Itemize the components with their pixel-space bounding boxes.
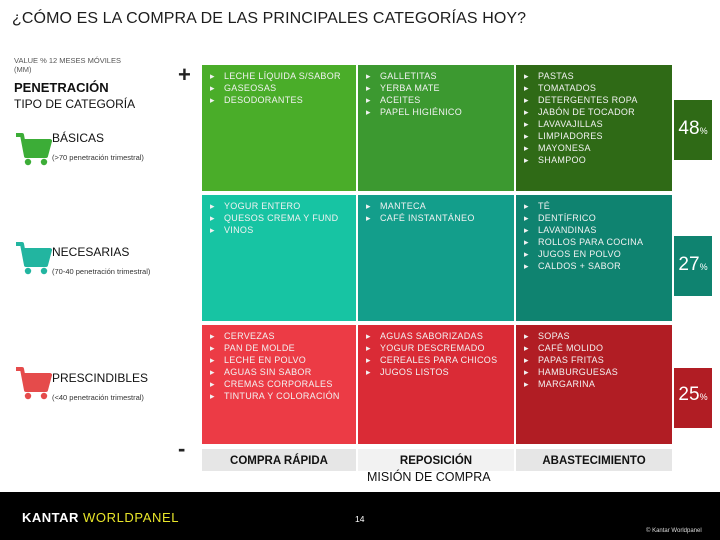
category-item: ▸ VINOS bbox=[210, 224, 350, 236]
grid-cell-prescindibles-abastecimiento bbox=[516, 325, 672, 444]
category-item: ▸ CEREALES PARA CHICOS bbox=[366, 354, 508, 366]
category-name: PRESCINDIBLES bbox=[52, 371, 149, 385]
category-item: ▸ DESODORANTES bbox=[210, 94, 350, 106]
value-note: VALUE % 12 MESES MÓVILES (MM) bbox=[14, 56, 121, 74]
category-item: ▸ ROLLOS PARA COCINA bbox=[524, 236, 666, 248]
plus-sign: + bbox=[178, 62, 191, 87]
category-item: ▸ DETERGENTES ROPA bbox=[524, 94, 666, 106]
category-item: ▸ CREMAS CORPORALES bbox=[210, 378, 350, 390]
category-item: ▸ JABÓN DE TOCADOR bbox=[524, 106, 666, 118]
category-item: ▸ YOGUR DESCREMADO bbox=[366, 342, 508, 354]
grid-cell-basicas-reposicion bbox=[358, 65, 514, 191]
category-item: ▸ PAPAS FRITAS bbox=[524, 354, 666, 366]
penetration-label: PENETRACIÓN bbox=[14, 80, 109, 95]
category-item: ▸ LAVAVAJILLAS bbox=[524, 118, 666, 130]
percent-value: 27 bbox=[678, 254, 700, 275]
category-item: ▸ MAYONESA bbox=[524, 142, 666, 154]
percent-box-basicas bbox=[674, 100, 712, 160]
page-title: ¿CÓMO ES LA COMPRA DE LAS PRINCIPALES CATEGORÍAS HOY? bbox=[12, 10, 527, 27]
category-name: BÁSICAS bbox=[52, 131, 105, 145]
category-item: ▸ DENTÍFRICO bbox=[524, 212, 666, 224]
category-name: NECESARIAS bbox=[52, 245, 130, 259]
category-penetration-range: (>70 penetración trimestral) bbox=[52, 153, 144, 162]
category-item: ▸ TINTURA Y COLORACIÓN bbox=[210, 390, 350, 402]
category-item: ▸ CAFÉ MOLIDO bbox=[524, 342, 666, 354]
percent-box-necesarias bbox=[674, 236, 712, 296]
percent-symbol: % bbox=[699, 392, 708, 402]
percent-box-prescindibles bbox=[674, 368, 712, 428]
category-item: ▸ GALLETITAS bbox=[366, 70, 508, 82]
mission-label-reposicion: REPOSICIÓN bbox=[358, 449, 514, 471]
category-item: ▸ YERBA MATE bbox=[366, 82, 508, 94]
category-penetration-range: (70-40 penetración trimestral) bbox=[52, 267, 151, 276]
shopping-cart-icon bbox=[14, 241, 52, 282]
category-item: ▸ TÉ bbox=[524, 200, 666, 212]
category-item: ▸ ACEITES bbox=[366, 94, 508, 106]
grid-cell-necesarias-compra-rapida bbox=[202, 195, 356, 321]
category-item: ▸ AGUAS SIN SABOR bbox=[210, 366, 350, 378]
category-penetration-range: (<40 penetración trimestral) bbox=[52, 393, 144, 402]
category-item: ▸ MANTECA bbox=[366, 200, 508, 212]
percent-symbol: % bbox=[699, 262, 708, 272]
category-item: ▸ LAVANDINAS bbox=[524, 224, 666, 236]
category-item: ▸ JUGOS EN POLVO bbox=[524, 248, 666, 260]
category-item: ▸ SOPAS bbox=[524, 330, 666, 342]
kantar-worldpanel-logo: KANTAR WORLDPANEL bbox=[22, 510, 180, 525]
minus-sign: - bbox=[178, 436, 186, 461]
category-item: ▸ MARGARINA bbox=[524, 378, 666, 390]
category-item: ▸ PASTAS bbox=[524, 70, 666, 82]
page-number: 14 bbox=[355, 514, 365, 524]
category-item: ▸ GASEOSAS bbox=[210, 82, 350, 94]
category-item: ▸ HAMBURGUESAS bbox=[524, 366, 666, 378]
percent-value: 48 bbox=[678, 118, 700, 139]
copyright: © Kantar Worldpanel bbox=[646, 528, 702, 534]
category-item: ▸ YOGUR ENTERO bbox=[210, 200, 350, 212]
percent-symbol: % bbox=[699, 126, 708, 136]
category-type-label: TIPO DE CATEGORÍA bbox=[14, 97, 136, 111]
grid-cell-basicas-abastecimiento bbox=[516, 65, 672, 191]
category-item: ▸ LECHE EN POLVO bbox=[210, 354, 350, 366]
category-item: ▸ SHAMPOO bbox=[524, 154, 666, 166]
category-item: ▸ TOMATADOS bbox=[524, 82, 666, 94]
category-item: ▸ PAN DE MOLDE bbox=[210, 342, 350, 354]
percent-value: 25 bbox=[678, 384, 700, 405]
grid-cell-necesarias-reposicion bbox=[358, 195, 514, 321]
shopping-cart-icon bbox=[14, 132, 52, 173]
category-item: ▸ QUESOS CREMA Y FUND bbox=[210, 212, 350, 224]
category-item: ▸ CAFÉ INSTANTÁNEO bbox=[366, 212, 508, 224]
category-item: ▸ LECHE LÍQUIDA S/SABOR bbox=[210, 70, 350, 82]
category-item: ▸ CERVEZAS bbox=[210, 330, 350, 342]
shopping-cart-icon bbox=[14, 366, 52, 407]
category-item: ▸ JUGOS LISTOS bbox=[366, 366, 508, 378]
grid-cell-prescindibles-reposicion bbox=[358, 325, 514, 444]
grid-cell-necesarias-abastecimiento bbox=[516, 195, 672, 321]
category-item: ▸ CALDOS + SABOR bbox=[524, 260, 666, 272]
category-item: ▸ PAPEL HIGIÉNICO bbox=[366, 106, 508, 118]
mission-label-compra-rapida: COMPRA RÁPIDA bbox=[202, 449, 356, 471]
grid-cell-basicas-compra-rapida bbox=[202, 65, 356, 191]
mission-axis-title: MISIÓN DE COMPRA bbox=[367, 470, 491, 484]
mission-label-abastecimiento: ABASTECIMIENTO bbox=[516, 449, 672, 471]
grid-cell-prescindibles-compra-rapida bbox=[202, 325, 356, 444]
category-item: ▸ AGUAS SABORIZADAS bbox=[366, 330, 508, 342]
category-item: ▸ LIMPIADORES bbox=[524, 130, 666, 142]
